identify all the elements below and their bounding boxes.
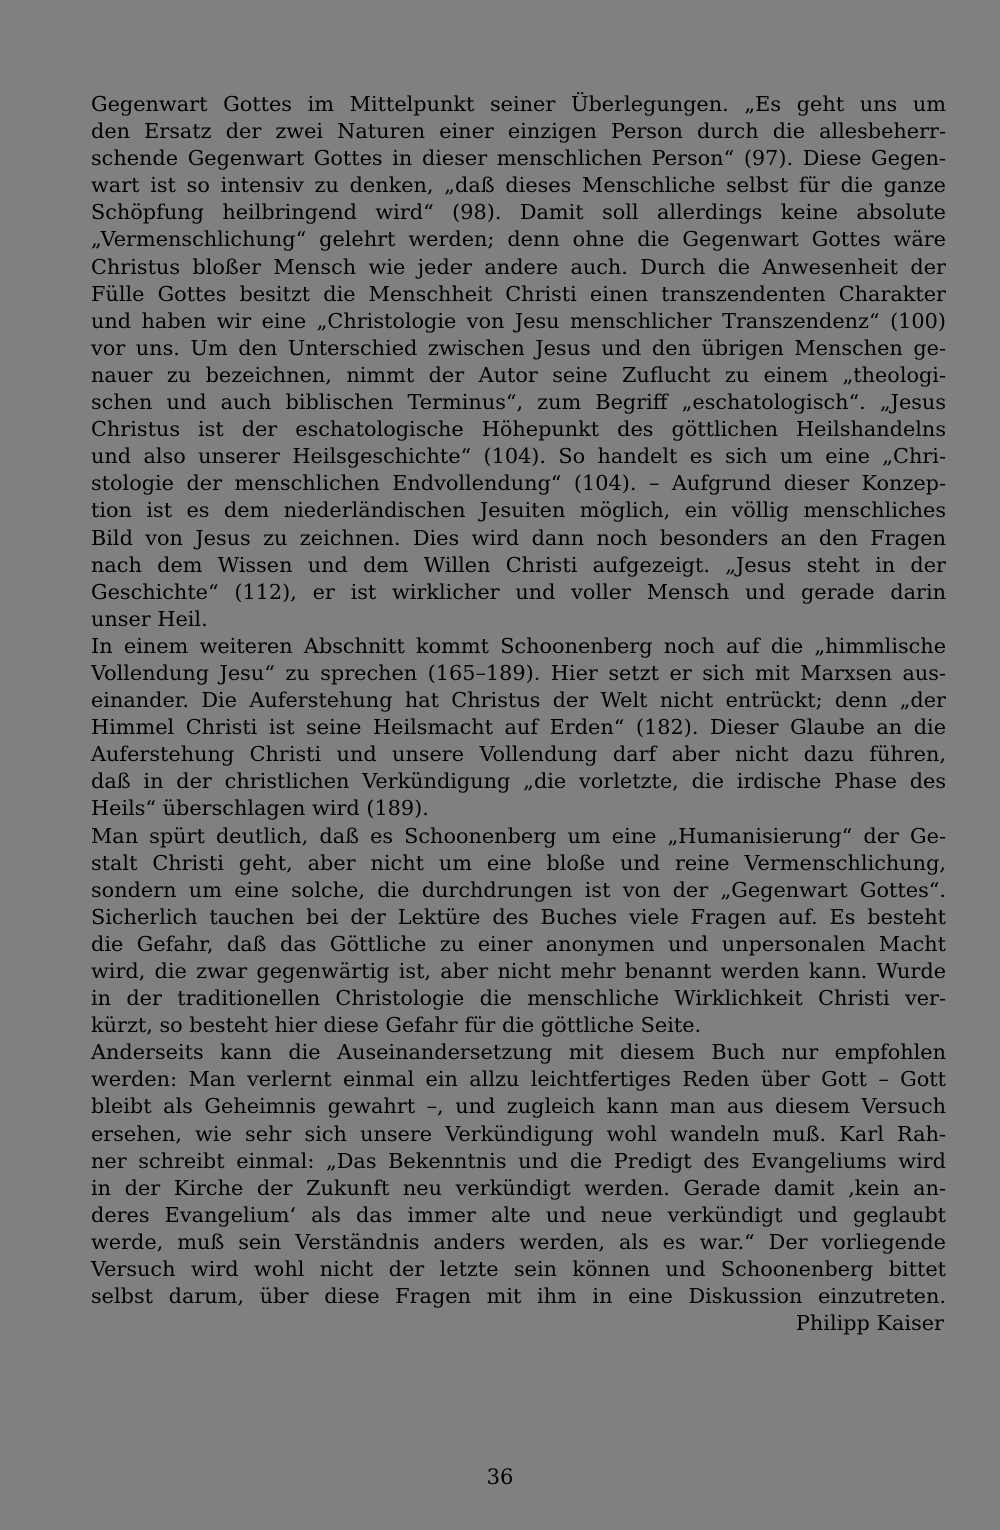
text-line: Auferstehung Christi und unsere Vollendung darf aber nicht dazu führen, xyxy=(91,742,946,767)
text-line: schen und auch biblischen Terminus“, zum Begriff „eschatologisch“. „Jesus xyxy=(91,390,946,415)
text-line: werden: Man verlernt einmal ein allzu leichtfertiges Reden über Gott – Gott xyxy=(91,1067,946,1092)
text-line: Versuch wird wohl nicht der letzte sein können und Schoonenberg bittet xyxy=(91,1257,946,1282)
text-line: In einem weiteren Abschnitt kommt Schoonenberg noch auf die „himmlische xyxy=(91,633,946,658)
text-line: kürzt, so besteht hier diese Gefahr für die göttliche Seite. xyxy=(91,1013,702,1038)
text-line: bleibt als Geheimnis gewahrt –, und zugleich kann man aus diesem Versuch xyxy=(91,1094,946,1119)
text-line: sondern um eine solche, die durchdrungen ist von der „Gegenwart Gottes“. xyxy=(91,877,946,902)
text-line: Gegenwart Gottes im Mittelpunkt seiner Überlegungen. „Es geht uns um xyxy=(91,92,946,116)
text-line: werde, muß sein Verständnis anders werden, als es war.“ Der vorliegende xyxy=(91,1229,946,1254)
text-line: Heils“ überschlagen wird (189). xyxy=(91,796,429,821)
text-line: die Gefahr, daß das Göttliche zu einer anonymen und unpersonalen Macht xyxy=(91,931,946,956)
author-signature: Philipp Kaiser xyxy=(795,1311,944,1336)
text-line: nauer zu bezeichnen, nimmt der Autor seine Zuflucht zu einem „theologi- xyxy=(91,362,946,387)
text-line: und also unserer Heilsgeschichte“ (104). So handelt es sich um eine „Chri- xyxy=(91,444,946,469)
text-line: „Vermenschlichung“ gelehrt werden; denn ohne die Gegenwart Gottes wäre xyxy=(91,227,946,252)
text-line: daß in der christlichen Verkündigung „die vorletzte, die irdische Phase des xyxy=(91,769,946,794)
text-line: Vollendung Jesu“ zu sprechen (165–189). Hier setzt er sich mit Marxsen aus- xyxy=(91,660,946,685)
text-line: und haben wir eine „Christologie von Jesu menschlicher Transzendenz“ (100) xyxy=(91,308,946,333)
text-line: Christus bloßer Mensch wie jeder andere auch. Durch die Anwesenheit der xyxy=(91,254,946,279)
page-number: 36 xyxy=(486,1465,514,1489)
text-line: unser Heil. xyxy=(91,606,208,631)
text-line: schende Gegenwart Gottes in dieser menschlichen Person“ (97). Diese Gegen- xyxy=(91,146,946,171)
text-line: Anderseits kann die Auseinandersetzung mit diesem Buch nur empfohlen xyxy=(91,1040,946,1065)
text-line: Fülle Gottes besitzt die Menschheit Christi einen transzendenten Charakter xyxy=(91,281,946,306)
text-line: nach dem Wissen und dem Willen Christi aufgezeigt. „Jesus steht in der xyxy=(91,552,946,577)
text-line: tion ist es dem niederländischen Jesuiten möglich, ein völlig menschliches xyxy=(91,498,946,523)
text-line: Geschichte“ (112), er ist wirklicher und voller Mensch und gerade darin xyxy=(91,579,946,604)
text-line: stalt Christi geht, aber nicht um eine bloße und reine Vermenschlichung, xyxy=(91,850,946,875)
text-line: selbst darum, über diese Fragen mit ihm in eine Diskussion einzutreten. xyxy=(91,1284,946,1309)
text-line: einander. Die Auferstehung hat Christus der Welt nicht entrückt; denn „der xyxy=(91,688,946,713)
text-line: wart ist so intensiv zu denken, „daß dieses Menschliche selbst für die ganze xyxy=(91,173,946,198)
text-line: in der traditionellen Christologie die menschliche Wirklichkeit Christi ver- xyxy=(91,986,946,1011)
body-text xyxy=(91,91,946,1337)
text-line: wird, die zwar gegenwärtig ist, aber nicht mehr benannt werden kann. Wurde xyxy=(91,959,946,983)
text-line: Schöpfung heilbringend wird“ (98). Damit soll allerdings keine absolute xyxy=(91,200,946,225)
text-line: Man spürt deutlich, daß es Schoonenberg um eine „Humanisierung“ der Ge- xyxy=(91,823,946,848)
text-line: ner schreibt einmal: „Das Bekenntnis und die Predigt des Evangeliums wird xyxy=(91,1148,946,1173)
text-line: deres Evangelium‘ als das immer alte und neue verkündigt und geglaubt xyxy=(91,1202,946,1227)
text-line: Bild von Jesus zu zeichnen. Dies wird dann noch besonders an den Fragen xyxy=(91,525,946,550)
text-line: den Ersatz der zwei Naturen einer einzigen Person durch die allesbeherr- xyxy=(91,119,946,144)
text-line: ersehen, wie sehr sich unsere Verkündigung wohl wandeln muß. Karl Rah- xyxy=(91,1121,946,1146)
text-line: in der Kirche der Zukunft neu verkündigt werden. Gerade damit ‚kein an- xyxy=(91,1175,946,1200)
text-line: vor uns. Um den Unterschied zwischen Jesus und den übrigen Menschen ge- xyxy=(91,335,946,360)
text-line: Christus ist der eschatologische Höhepunkt des göttlichen Heilshandelns xyxy=(91,417,946,442)
text-line: stologie der menschlichen Endvollendung“ (104). – Aufgrund dieser Konzep- xyxy=(91,471,946,496)
text-line: Himmel Christi ist seine Heilsmacht auf Erden“ (182). Dieser Glaube an die xyxy=(91,715,946,740)
text-line: Sicherlich tauchen bei der Lektüre des Buches viele Fragen auf. Es besteht xyxy=(91,904,946,929)
